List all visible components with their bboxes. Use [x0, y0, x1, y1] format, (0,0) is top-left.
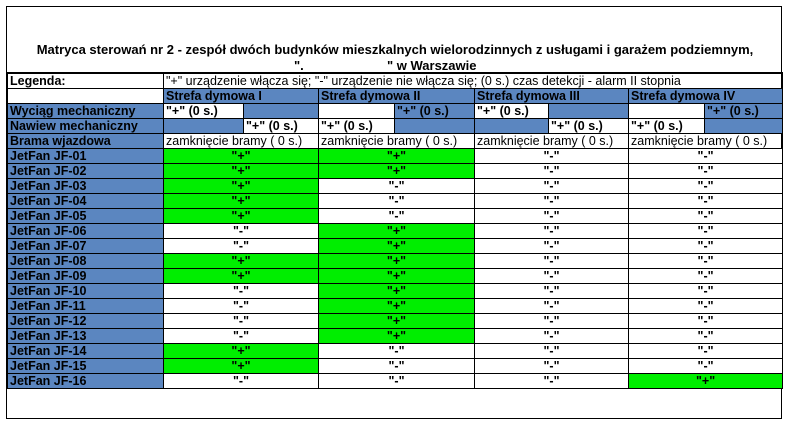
jetfan-zone-1-state: "-" [164, 329, 319, 344]
jetfan-zone-4-state: "-" [629, 164, 783, 179]
jetfan-zone-2-state: "+" [319, 149, 475, 164]
jetfan-zone-1-state: "+" [164, 194, 319, 209]
jetfan-zone-2-state: "+" [319, 299, 475, 314]
jetfan-zone-1-state: "-" [164, 314, 319, 329]
jetfan-label: JetFan JF-16 [8, 374, 164, 389]
table-row [8, 329, 783, 344]
extract-zone-2-blank [319, 104, 395, 119]
jetfan-label: JetFan JF-10 [8, 284, 164, 299]
title-line-1: Matryca sterowań nr 2 - zespół dwóch budynków mieszkalnych wielorodzinnych z usługami i garażem podziemnym, [36, 42, 754, 57]
zone-header-3: Strefa dymowa III [475, 89, 629, 104]
supply-zone-4-blank [705, 119, 783, 134]
table-row [8, 179, 783, 194]
jetfan-zone-4-state: "-" [629, 329, 783, 344]
jetfan-zone-2-state: "-" [319, 179, 475, 194]
table-row [8, 149, 783, 164]
jetfan-label: JetFan JF-05 [8, 209, 164, 224]
zone-header-row [8, 89, 783, 104]
jetfan-zone-3-state: "-" [475, 269, 629, 284]
extract-zone-4-blank [629, 104, 705, 119]
supply-zone-2-blank [395, 119, 475, 134]
jetfan-zone-2-state: "+" [319, 224, 475, 239]
jetfan-zone-3-state: "-" [475, 209, 629, 224]
jetfan-zone-4-state: "-" [629, 359, 783, 374]
jetfan-zone-3-state: "-" [475, 194, 629, 209]
table-row [8, 374, 783, 389]
jetfan-label: JetFan JF-09 [8, 269, 164, 284]
gate-row [8, 134, 783, 149]
table-row [8, 254, 783, 269]
table-row [8, 269, 783, 284]
table-row [8, 239, 783, 254]
table-row [8, 284, 783, 299]
table-row [8, 344, 783, 359]
jetfan-label: JetFan JF-12 [8, 314, 164, 329]
jetfan-zone-1-state: "+" [164, 179, 319, 194]
jetfan-zone-4-state: "-" [629, 299, 783, 314]
jetfan-zone-1-state: "-" [164, 239, 319, 254]
extract-zone-3-blank [549, 104, 629, 119]
jetfan-zone-2-state: "-" [319, 374, 475, 389]
zone-header-blank [8, 89, 164, 104]
jetfan-zone-4-state: "-" [629, 209, 783, 224]
jetfan-zone-3-state: "-" [475, 164, 629, 179]
jetfan-zone-4-state: "-" [629, 179, 783, 194]
jetfan-zone-4-state: "-" [629, 239, 783, 254]
jetfan-zone-4-state: "-" [629, 194, 783, 209]
table-row [8, 164, 783, 179]
jetfan-zone-4-state: "-" [629, 254, 783, 269]
jetfan-zone-1-state: "+" [164, 359, 319, 374]
jetfan-zone-3-state: "-" [475, 344, 629, 359]
jetfan-zone-4-state: "-" [629, 269, 783, 284]
legend-text: "+" urządzenie włącza się; "-" urządzenie nie włącza się; (0 s.) czas detekcji - alarm II stopnia [164, 74, 783, 89]
jetfan-zone-2-state: "+" [319, 314, 475, 329]
jetfan-zone-1-state: "+" [164, 254, 319, 269]
jetfan-zone-1-state: "-" [164, 284, 319, 299]
jetfan-zone-1-state: "+" [164, 344, 319, 359]
control-matrix-sheet [6, 6, 782, 419]
supply-zone-3-blank [475, 119, 549, 134]
jetfan-zone-4-state: "-" [629, 344, 783, 359]
table-row [8, 359, 783, 374]
zone-header-1: Strefa dymowa I [164, 89, 319, 104]
table-row [8, 314, 783, 329]
jetfan-zone-1-state: "-" [164, 224, 319, 239]
jetfan-zone-3-state: "-" [475, 239, 629, 254]
jetfan-zone-3-state: "-" [475, 374, 629, 389]
jetfan-zone-3-state: "-" [475, 254, 629, 269]
extract-zone-1: "+" (0 s.) [164, 104, 244, 119]
title-block [7, 7, 783, 73]
jetfan-label: JetFan JF-02 [8, 164, 164, 179]
gate-label: Brama wjazdowa [8, 134, 164, 149]
zone-header-2: Strefa dymowa II [319, 89, 475, 104]
gate-zone-1: zamknięcie bramy ( 0 s.) [164, 134, 319, 149]
jetfan-zone-2-state: "+" [319, 254, 475, 269]
jetfan-zone-1-state: "+" [164, 164, 319, 179]
jetfan-zone-2-state: "+" [319, 239, 475, 254]
table-row [8, 209, 783, 224]
control-matrix-table [7, 73, 783, 389]
supply-zone-2: "+" (0 s.) [319, 119, 395, 134]
jetfan-zone-1-state: "-" [164, 299, 319, 314]
jetfan-zone-1-state: "-" [164, 374, 319, 389]
zone-header-4: Strefa dymowa IV [629, 89, 783, 104]
jetfan-zone-2-state: "+" [319, 329, 475, 344]
jetfan-label: JetFan JF-08 [8, 254, 164, 269]
jetfan-zone-4-state: "-" [629, 149, 783, 164]
jetfan-zone-3-state: "-" [475, 299, 629, 314]
jetfan-zone-2-state: "-" [319, 194, 475, 209]
jetfan-zone-3-state: "-" [475, 329, 629, 344]
supply-zone-4: "+" (0 s.) [629, 119, 705, 134]
extract-zone-4: "+" (0 s.) [705, 104, 783, 119]
jetfan-zone-4-state: "-" [629, 314, 783, 329]
extract-zone-2: "+" (0 s.) [395, 104, 475, 119]
jetfan-zone-1-state: "+" [164, 149, 319, 164]
extract-label: Wyciąg mechaniczny [8, 104, 164, 119]
extract-row [8, 104, 783, 119]
jetfan-zone-1-state: "+" [164, 209, 319, 224]
jetfan-zone-4-state: "-" [629, 224, 783, 239]
supply-zone-3: "+" (0 s.) [549, 119, 629, 134]
jetfan-zone-2-state: "-" [319, 209, 475, 224]
jetfan-zone-2-state: "+" [319, 269, 475, 284]
jetfan-zone-4-state: "-" [629, 284, 783, 299]
jetfan-label: JetFan JF-03 [8, 179, 164, 194]
title-line-2-close: " w Warszawie [387, 58, 477, 73]
supply-zone-1: "+" (0 s.) [244, 119, 319, 134]
jetfan-label: JetFan JF-14 [8, 344, 164, 359]
jetfan-zone-1-state: "+" [164, 269, 319, 284]
jetfan-zone-3-state: "-" [475, 359, 629, 374]
table-row [8, 224, 783, 239]
legend-row [8, 74, 783, 89]
jetfan-label: JetFan JF-11 [8, 299, 164, 314]
extract-zone-3: "+" (0 s.) [475, 104, 549, 119]
jetfan-label: JetFan JF-06 [8, 224, 164, 239]
gate-zone-3: zamknięcie bramy ( 0 s.) [475, 134, 629, 149]
jetfan-zone-3-state: "-" [475, 224, 629, 239]
gate-zone-4: zamknięcie bramy ( 0 s.) [629, 134, 783, 149]
jetfan-label: JetFan JF-07 [8, 239, 164, 254]
gate-zone-2: zamknięcie bramy ( 0 s.) [319, 134, 475, 149]
title-line-2-open: ". [294, 58, 304, 73]
jetfan-zone-3-state: "-" [475, 314, 629, 329]
jetfan-zone-2-state: "-" [319, 359, 475, 374]
supply-row [8, 119, 783, 134]
jetfan-zone-4-state: "+" [629, 374, 783, 389]
table-row [8, 194, 783, 209]
jetfan-label: JetFan JF-15 [8, 359, 164, 374]
supply-zone-1-blank [164, 119, 244, 134]
jetfan-zone-3-state: "-" [475, 179, 629, 194]
legend-label: Legenda: [8, 74, 164, 89]
jetfan-zone-2-state: "+" [319, 164, 475, 179]
jetfan-label: JetFan JF-01 [8, 149, 164, 164]
jetfan-zone-2-state: "+" [319, 284, 475, 299]
jetfan-label: JetFan JF-04 [8, 194, 164, 209]
jetfan-zone-2-state: "-" [319, 344, 475, 359]
extract-zone-1-blank [244, 104, 319, 119]
table-row [8, 299, 783, 314]
jetfan-zone-3-state: "-" [475, 149, 629, 164]
supply-label: Nawiew mechaniczny [8, 119, 164, 134]
jetfan-zone-3-state: "-" [475, 284, 629, 299]
jetfan-label: JetFan JF-13 [8, 329, 164, 344]
